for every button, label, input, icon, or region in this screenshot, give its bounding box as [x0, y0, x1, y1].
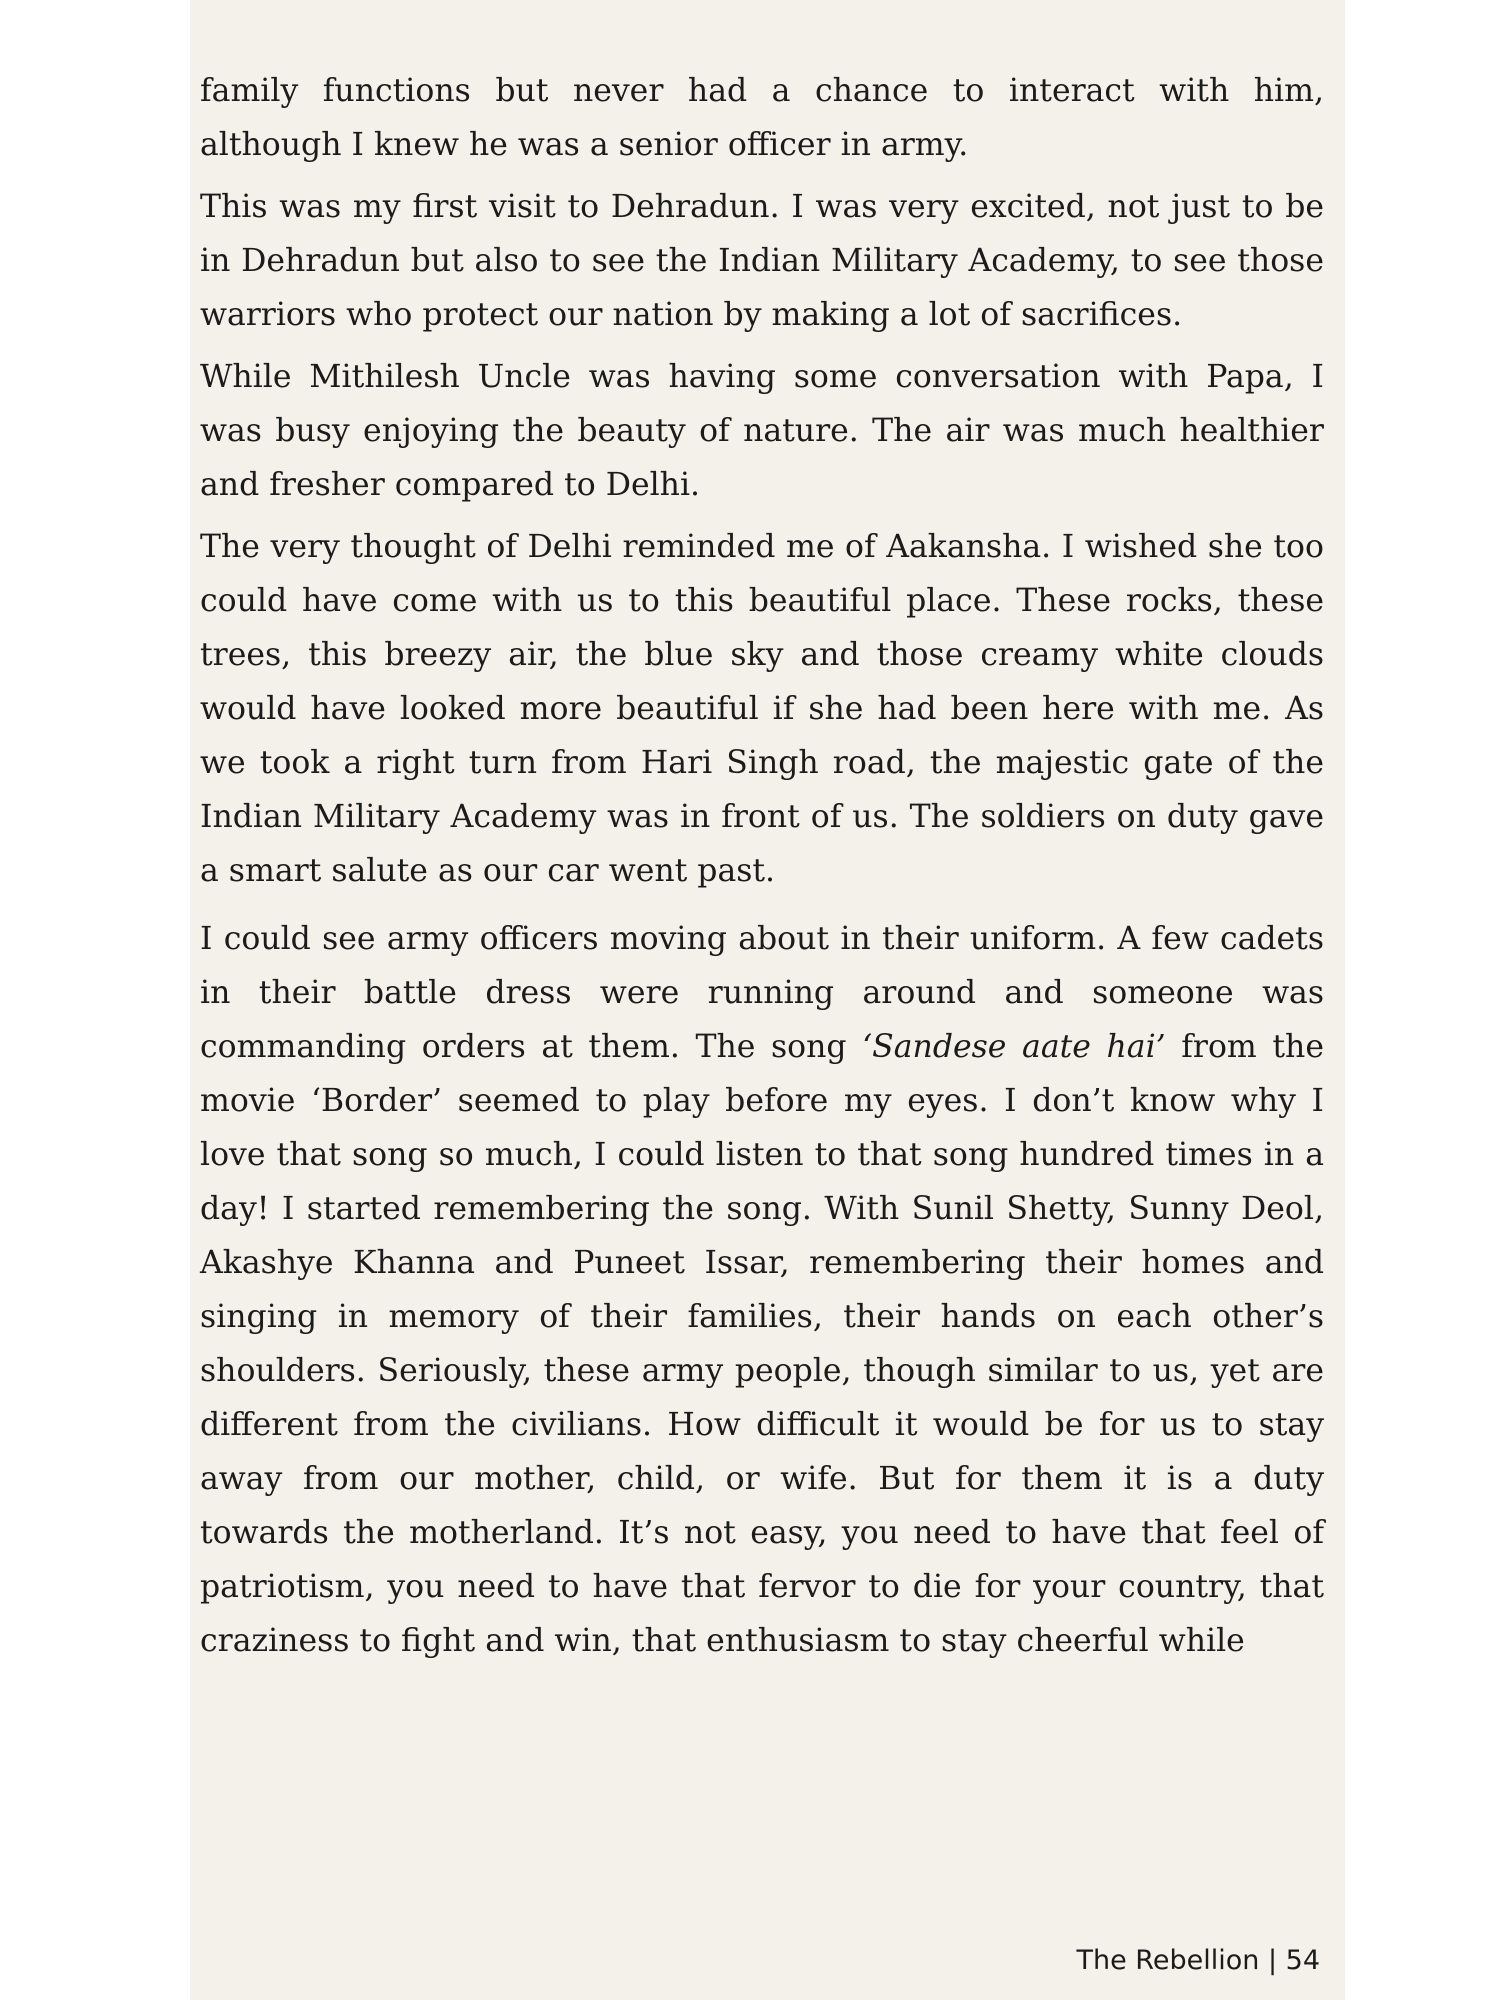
paragraph-5-start: I could see army officers moving about in their uniform. A few cadets in their battle dress were running around and someone was commanding orders at them. The song [200, 921, 1324, 1065]
song-title: ‘Sandese aate hai’ [862, 1029, 1166, 1065]
paragraph-2: This was my first visit to Dehradun. I was very excited, not just to be in Dehradun but also to see the Indian Military Academy, to see those warriors who protect our nation by making a lot of sacrifices. [200, 189, 1324, 333]
page-footer [1077, 1945, 1321, 1976]
paragraph-5-rest: from the movie ‘Border’ seemed to play before my eyes. I don’t know why I love that song so much, I could listen to that song hundred times in a day! I started remembering the song. With Sunil Shetty, Sunny Deol, Akashye Khanna and Puneet Issar, remembering their homes and singing in memory of their families, their hands on each other’s shoulders. Seriously, these army people, though similar to us, yet are different from the civilians. How difficult it would be for us to stay away from our mother, child, or wife. But for them it is a duty towards the motherland. It’s not easy, you need to have that feel of patriotism, you need to have that fervor to die for your country, that craziness to fight and win, that enthusiasm to stay cheerful while [200, 1029, 1324, 1659]
page-number: 54 [1285, 1945, 1320, 1976]
book-title: The Rebellion [1076, 1945, 1260, 1976]
page-body [200, 64, 1324, 1676]
paragraph-1: family functions but never had a chance to interact with him, although I knew he was a senior officer in army. [200, 73, 1324, 163]
paragraph-4: The very thought of Delhi reminded me of Aakansha. I wished she too could have come with us to this beautiful place. These rocks, these trees, this breezy air, the blue sky and those creamy white clouds would have looked more beautiful if she had been here with me. As we took a right turn from Hari Singh road, the majestic gate of the Indian Military Academy was in front of us. The soldiers on duty gave a smart salute as our car went past. [200, 529, 1324, 889]
paragraph-3: While Mithilesh Uncle was having some conversation with Papa, I was busy enjoying the beauty of nature. The air was much healthier and fresher compared to Delhi. [200, 359, 1324, 503]
paragraph-5 [200, 912, 1324, 1668]
footer-separator: | [1267, 1945, 1278, 1976]
